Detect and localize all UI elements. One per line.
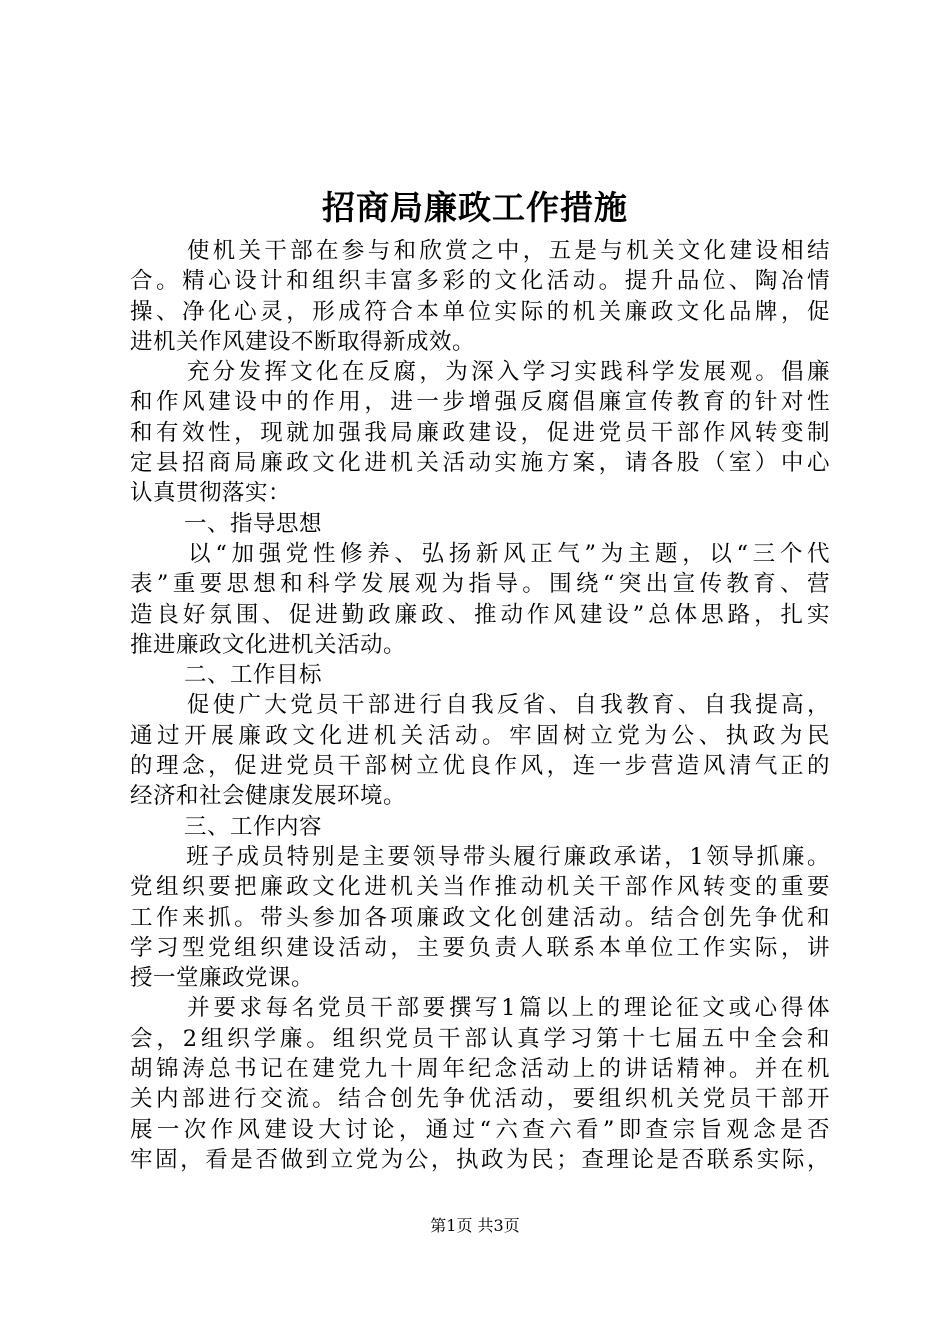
text-line-content: 促使广大党员干部进行自我反省、自我教育、自我提高， (184, 692, 830, 719)
text-line (130, 1115, 830, 1145)
text-line-content: 定县招商局廉政文化进机关活动实施方案，请各股（室）中心 (130, 450, 830, 477)
text-line-content: 造良好氛围、促进勤政廉政、推动作风建设”总体思路，扎实 (130, 601, 830, 628)
text-line (130, 569, 830, 599)
text-line (130, 751, 830, 781)
text-line-content: 以“加强党性修养、弘扬新风正气”为主题，以“三个代 (184, 540, 830, 567)
text-line-content: 授一堂廉政党课。 (130, 965, 315, 992)
text-line (130, 781, 830, 811)
text-line-content: 展一次作风建设大讨论，通过“六查六看”即查宗旨观念是否 (130, 1116, 830, 1143)
text-line-content: 推进廉政文化进机关活动。 (130, 631, 407, 658)
text-line (130, 842, 830, 872)
text-line (130, 297, 830, 327)
text-line-content: 胡锦涛总书记在建党九十周年纪念活动上的讲话精神。并在机 (130, 1056, 830, 1083)
text-line (130, 1145, 830, 1175)
text-line-content: 进机关作风建设不断取得新成效。 (130, 328, 476, 355)
text-line-content: 会，2组织学廉。组织党员干部认真学习第十七届五中全会和 (130, 1025, 830, 1052)
text-line (130, 721, 830, 751)
text-line-content: 的理念，促进党员干部树立优良作风，连一步营造风清气正的 (130, 753, 830, 780)
text-line (130, 872, 830, 902)
text-line (130, 236, 830, 266)
text-line (130, 933, 830, 963)
document-body (130, 236, 830, 1175)
text-line (130, 357, 830, 387)
text-line-content: 关内部进行交流。结合创先争优活动，要组织机关党员干部开 (130, 1086, 830, 1113)
text-line-content: 使机关干部在参与和欣赏之中，五是与机关文化建设相结 (184, 238, 830, 264)
text-line-content: 合。精心设计和组织丰富多彩的文化活动。提升品位、陶冶情 (130, 268, 830, 295)
text-line-content: 充分发挥文化在反腐，为深入学习实践科学发展观。倡廉 (184, 359, 830, 386)
text-line-content: 通过开展廉政文化进机关活动。牢固树立党为公、执政为民 (130, 722, 830, 749)
text-line (130, 630, 830, 660)
text-line-content: 认真贯彻落实： (130, 480, 292, 507)
text-line (130, 418, 830, 448)
text-line (130, 1054, 830, 1084)
text-line-content: 二、工作目标 (184, 662, 323, 689)
text-line-content: 并要求每名党员干部要撰写1篇以上的理论征文或心得体 (184, 995, 830, 1022)
text-line (130, 600, 830, 630)
text-line (130, 327, 830, 357)
text-line (130, 963, 830, 993)
text-line (130, 509, 830, 539)
text-line (130, 387, 830, 417)
text-line-content: 班子成员特别是主要领导带头履行廉政承诺，1领导抓廉。 (184, 843, 830, 870)
text-line-content: 学习型党组织建设活动，主要负责人联系本单位工作实际，讲 (130, 934, 830, 961)
text-line-content: 和作风建设中的作用，进一步增强反腐倡廉宣传教育的针对性 (130, 389, 830, 416)
text-line (130, 448, 830, 478)
text-line-content: 操、净化心灵，形成符合本单位实际的机关廉政文化品牌，促 (130, 298, 830, 325)
text-line-content: 一、指导思想 (184, 510, 323, 537)
text-line (130, 660, 830, 690)
text-line (130, 1084, 830, 1114)
text-line (130, 903, 830, 933)
text-line (130, 539, 830, 569)
text-line-content: 党组织要把廉政文化进机关当作推动机关干部作风转变的重要 (130, 874, 830, 901)
page-footer: 第1页 共3页 (430, 1216, 520, 1235)
text-line-content: 牢固，看是否做到立党为公，执政为民；查理论是否联系实际， (130, 1146, 830, 1173)
text-line (130, 266, 830, 296)
text-line-content: 三、工作内容 (184, 813, 323, 840)
text-line-content: 经济和社会健康发展环境。 (130, 783, 407, 810)
text-line (130, 993, 830, 1023)
text-line-content: 和有效性，现就加强我局廉政建设，促进党员干部作风转变制 (130, 419, 830, 446)
text-line-content: 工作来抓。带头参加各项廉政文化创建活动。结合创先争优和 (130, 904, 830, 931)
document-title: 招商局廉政工作措施 (322, 188, 628, 227)
text-line (130, 690, 830, 720)
text-line-content: 表”重要思想和科学发展观为指导。围绕“突出宣传教育、营 (130, 571, 830, 598)
text-line (130, 478, 830, 508)
text-line (130, 1024, 830, 1054)
text-line (130, 812, 830, 842)
